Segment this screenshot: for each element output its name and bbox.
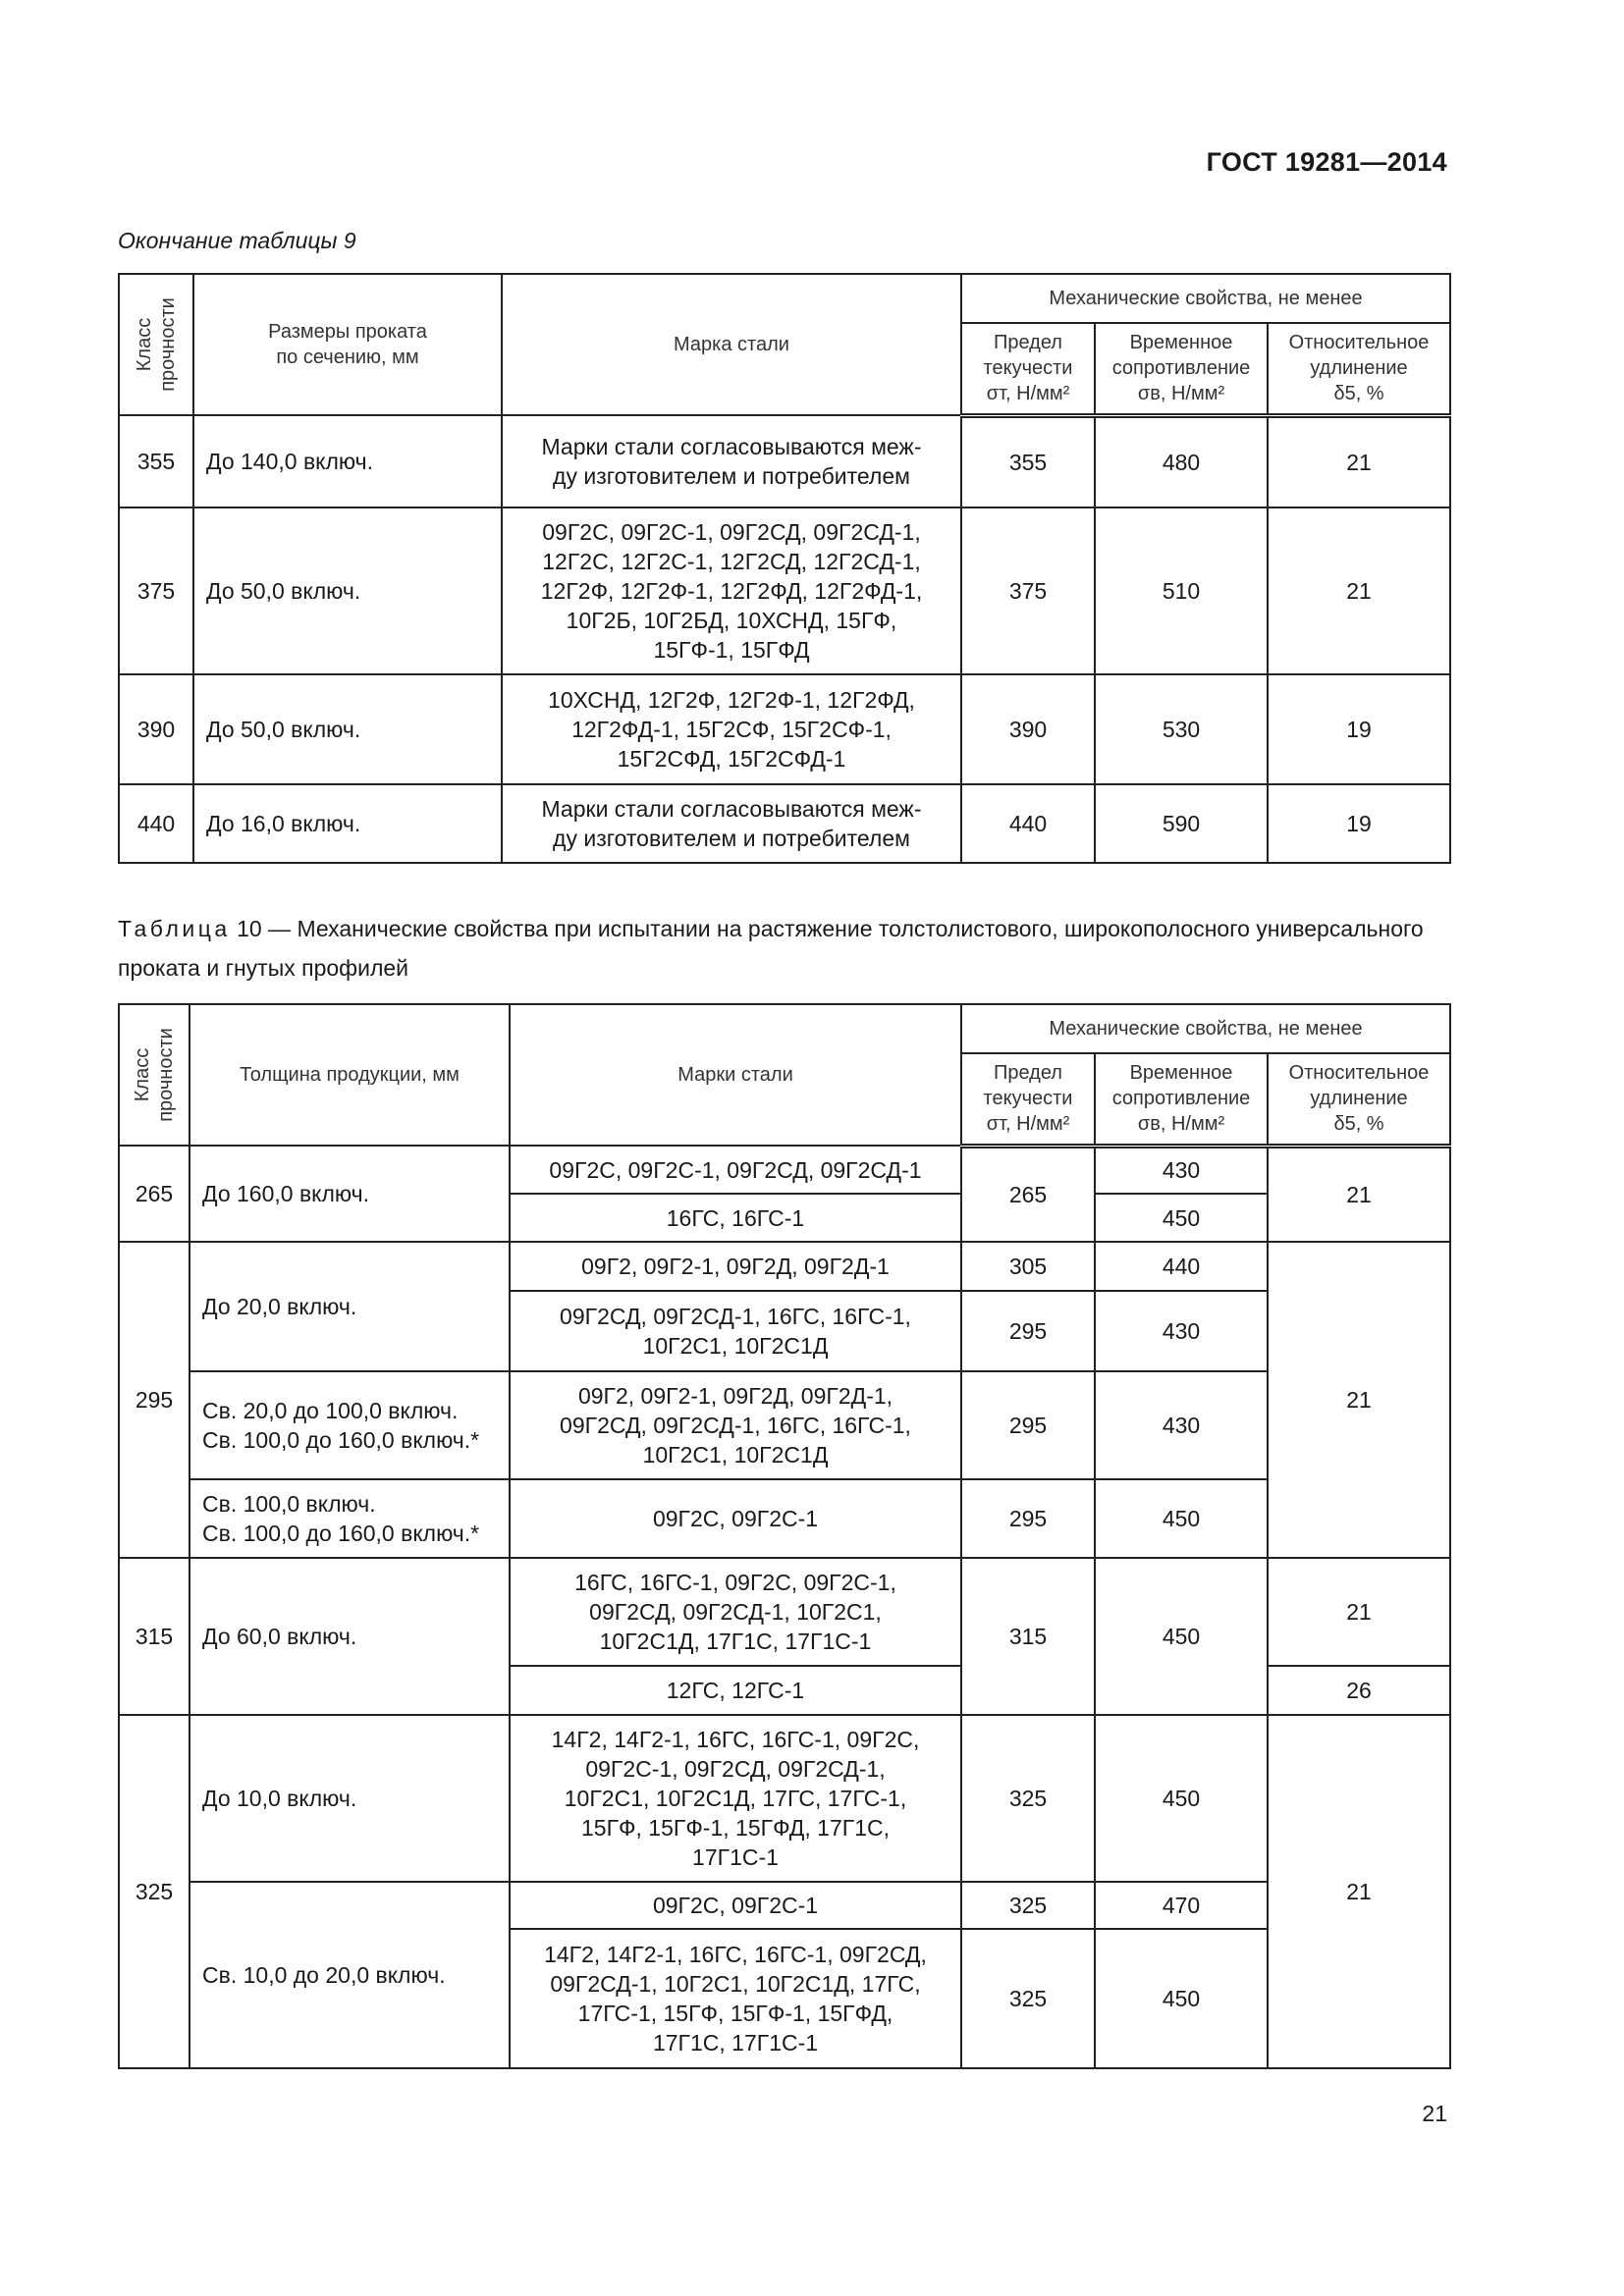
header-yield: Предел текучести σт, Н/мм² [961,1053,1095,1146]
cell-tensile: 430 [1095,1146,1268,1194]
cell-grades: 16ГС, 16ГС-1 [510,1194,961,1242]
cell-grades: 09Г2С, 09Г2С-1 [510,1479,961,1558]
table10-caption-label: Таблица [118,916,231,941]
header-elongation: Относительное удлинение δ5, % [1268,1053,1450,1146]
cell-yield: 295 [961,1371,1095,1479]
cell-class: 295 [119,1242,189,1558]
header-class: Класс прочности [119,274,193,415]
table-row [119,1558,1450,1666]
table-row [119,1715,1450,1882]
header-class: Класс прочности [119,1004,189,1146]
cell-tensile: 440 [1095,1242,1268,1291]
cell-yield: 295 [961,1479,1095,1558]
cell-tensile: 470 [1095,1882,1268,1929]
table-row [119,1479,1450,1558]
cell-size: До 140,0 включ. [193,415,502,507]
cell-elongation: 19 [1268,784,1450,863]
cell-elongation: 21 [1268,1558,1450,1666]
cell-tensile: 590 [1095,784,1268,863]
cell-yield: 305 [961,1242,1095,1291]
table10-caption [118,909,1447,988]
cell-thickness: Св. 20,0 до 100,0 включ. Св. 100,0 до 160,0 включ.* [189,1371,510,1479]
table9-continuation-label: Окончание таблицы 9 [118,228,356,253]
cell-grades: 09Г2, 09Г2-1, 09Г2Д, 09Г2Д-1, 09Г2СД, 09Г2СД-1, 16ГС, 16ГС-1, 10Г2С1, 10Г2С1Д [510,1371,961,1479]
cell-tensile: 450 [1095,1558,1268,1715]
cell-grade: Марки стали согласовываются меж- ду изготовителем и потребителем [502,784,961,863]
cell-grades: 09Г2С, 09Г2С-1 [510,1882,961,1929]
header-mechanical: Механические свойства, не менее [961,274,1450,323]
cell-elongation: 19 [1268,674,1450,784]
table-row [119,784,1450,863]
table-row [119,415,1450,507]
cell-yield: 325 [961,1882,1095,1929]
cell-elongation: 26 [1268,1666,1450,1715]
table-row [119,1242,1450,1291]
cell-size: До 50,0 включ. [193,507,502,674]
cell-yield: 375 [961,507,1095,674]
cell-tensile: 510 [1095,507,1268,674]
cell-size: До 50,0 включ. [193,674,502,784]
cell-class: 440 [119,784,193,863]
standard-designation: ГОСТ 19281—2014 [1206,147,1447,177]
header-grades: Марки стали [510,1004,961,1146]
cell-grade: 09Г2С, 09Г2С-1, 09Г2СД, 09Г2СД-1, 12Г2С, 12Г2С-1, 12Г2СД, 12Г2СД-1, 12Г2Ф, 12Г2Ф-1, 12Г2ФД, 12Г2ФД-1, 10Г2Б, 10Г2БД, 10ХСНД, 15ГФ, 15ГФ-1, 15ГФД [502,507,961,674]
cell-grades: 14Г2, 14Г2-1, 16ГС, 16ГС-1, 09Г2СД, 09Г2СД-1, 10Г2С1, 10Г2С1Д, 17ГС, 17ГС-1, 15ГФ, 15ГФ-1, 15ГФД, 17Г1С, 17Г1С-1 [510,1929,961,2068]
cell-tensile: 430 [1095,1371,1268,1479]
cell-yield: 355 [961,415,1095,507]
cell-class: 315 [119,1558,189,1715]
table-row [119,507,1450,674]
header-yield: Предел текучести σт, Н/мм² [961,323,1095,415]
cell-thickness: До 10,0 включ. [189,1715,510,1882]
table-9 [118,273,1451,864]
header-grade: Марка стали [502,274,961,415]
header-tensile: Временное сопротивление σв, Н/мм² [1095,323,1268,415]
cell-class: 355 [119,415,193,507]
cell-grades: 14Г2, 14Г2-1, 16ГС, 16ГС-1, 09Г2С, 09Г2С-1, 09Г2СД, 09Г2СД-1, 10Г2С1, 10Г2С1Д, 17ГС, 17ГС-1, 15ГФ, 15ГФ-1, 15ГФД, 17Г1С, 17Г1С-1 [510,1715,961,1882]
cell-thickness: До 160,0 включ. [189,1146,510,1242]
cell-yield: 390 [961,674,1095,784]
table-10 [118,1003,1451,2069]
cell-grade: Марки стали согласовываются меж- ду изготовителем и потребителем [502,415,961,507]
header-sizes: Размеры проката по сечению, мм [193,274,502,415]
table-row [119,1882,1450,1929]
cell-elongation: 21 [1268,1242,1450,1558]
cell-grades: 09Г2СД, 09Г2СД-1, 16ГС, 16ГС-1, 10Г2С1, 10Г2С1Д [510,1291,961,1371]
cell-thickness: До 20,0 включ. [189,1242,510,1371]
header-thickness: Толщина продукции, мм [189,1004,510,1146]
cell-tensile: 530 [1095,674,1268,784]
header-elongation: Относительное удлинение δ5, % [1268,323,1450,415]
table-row [119,1371,1450,1479]
cell-grades: 16ГС, 16ГС-1, 09Г2С, 09Г2С-1, 09Г2СД, 09Г2СД-1, 10Г2С1, 10Г2С1Д, 17Г1С, 17Г1С-1 [510,1558,961,1666]
cell-size: До 16,0 включ. [193,784,502,863]
cell-grades: 09Г2С, 09Г2С-1, 09Г2СД, 09Г2СД-1 [510,1146,961,1194]
cell-elongation: 21 [1268,1715,1450,2068]
cell-class: 265 [119,1146,189,1242]
table-row [119,1146,1450,1194]
cell-tensile: 450 [1095,1715,1268,1882]
cell-tensile: 450 [1095,1479,1268,1558]
cell-tensile: 450 [1095,1929,1268,2068]
cell-elongation: 21 [1268,1146,1450,1242]
cell-grades: 09Г2, 09Г2-1, 09Г2Д, 09Г2Д-1 [510,1242,961,1291]
cell-yield: 295 [961,1291,1095,1371]
cell-grade: 10ХСНД, 12Г2Ф, 12Г2Ф-1, 12Г2ФД, 12Г2ФД-1, 15Г2СФ, 15Г2СФ-1, 15Г2СФД, 15Г2СФД-1 [502,674,961,784]
page-number: 21 [1422,2101,1447,2126]
cell-thickness: До 60,0 включ. [189,1558,510,1715]
table10-caption-text: 10 — Механические свойства при испытании на растяжение толстолистового, широкополосного универсального проката и гнутых профилей [118,916,1424,981]
cell-yield: 265 [961,1146,1095,1242]
cell-class: 325 [119,1715,189,2068]
cell-thickness: Св. 100,0 включ. Св. 100,0 до 160,0 включ.* [189,1479,510,1558]
cell-tensile: 450 [1095,1194,1268,1242]
cell-elongation: 21 [1268,415,1450,507]
cell-class: 375 [119,507,193,674]
cell-yield: 325 [961,1929,1095,2068]
table-row [119,674,1450,784]
cell-yield: 325 [961,1715,1095,1882]
cell-elongation: 21 [1268,507,1450,674]
cell-yield: 440 [961,784,1095,863]
header-mechanical: Механические свойства, не менее [961,1004,1450,1053]
cell-thickness: Св. 10,0 до 20,0 включ. [189,1882,510,2068]
header-tensile: Временное сопротивление σв, Н/мм² [1095,1053,1268,1146]
cell-tensile: 480 [1095,415,1268,507]
cell-grades: 12ГС, 12ГС-1 [510,1666,961,1715]
cell-tensile: 430 [1095,1291,1268,1371]
cell-class: 390 [119,674,193,784]
cell-yield: 315 [961,1558,1095,1715]
